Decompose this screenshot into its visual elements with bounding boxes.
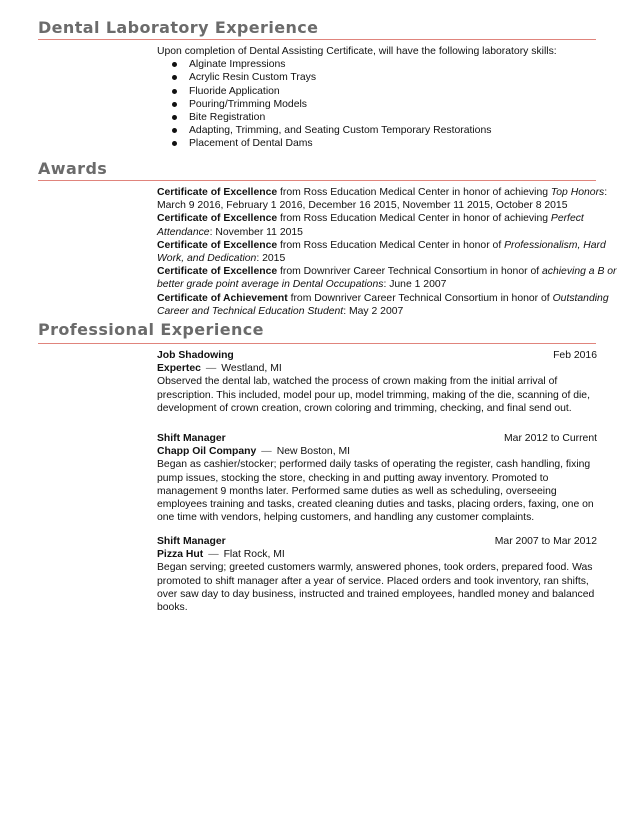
lab-intro: Upon completion of Dental Assisting Certificate, will have the following laboratory skills:: [157, 46, 557, 57]
company-separator: —: [261, 446, 272, 458]
job-entry: [157, 535, 597, 614]
award-source: from Ross Education Medical Center in honor of achieving: [277, 187, 551, 198]
job-dates: Feb 2016: [553, 350, 597, 361]
list-item: [157, 124, 619, 137]
award-name: Certificate of Achievement: [157, 292, 288, 304]
award-honor: achieving a B or better grade point average in Dental Occupations: [157, 266, 617, 291]
job-company-line: [157, 548, 597, 561]
skill-label: Placement of Dental Dams: [189, 138, 313, 150]
award-item: [157, 186, 619, 212]
skills-list: [157, 58, 619, 150]
section-divider: [38, 39, 596, 40]
award-item: [157, 292, 619, 318]
awards-section-content: [157, 186, 619, 318]
section-title-professional: Professional Experience: [38, 320, 264, 339]
award-source: from Ross Education Medical Center in honor of achieving: [277, 213, 551, 225]
award-dates: : 2015: [256, 253, 286, 265]
company-separator: —: [208, 549, 219, 561]
company-name: Expertec: [157, 363, 201, 375]
award-name: Certificate of Excellence: [157, 213, 278, 225]
job-header: [157, 535, 597, 548]
award-dates: : June 1 2007: [383, 279, 447, 291]
award-honor: Outstanding Career and Technical Education Student: [157, 292, 609, 317]
bullet-icon: [172, 141, 177, 146]
job-description: Began serving; greeted customers warmly, answered phones, took orders, prepared food. Was promoted to shift manager after a year of service. Placed orders and took inventory, ran shifts, over saw day to day business, instructed and trained employees, handled money and balanced books.: [157, 562, 595, 614]
lab-section-content: [157, 45, 619, 151]
award-source: from Ross Education Medical Center in honor of: [277, 239, 505, 251]
bullet-icon: [172, 115, 177, 120]
skill-label: Fluoride Application: [189, 85, 280, 97]
section-title-awards: Awards: [38, 159, 108, 178]
award-honor: Top Honors: [550, 187, 605, 198]
award-name: Certificate of Excellence: [157, 239, 278, 251]
list-item: [157, 137, 619, 150]
award-name: Certificate of Excellence: [157, 266, 278, 278]
list-item: [157, 111, 619, 124]
bullet-icon: [172, 75, 177, 80]
list-item: [157, 71, 619, 84]
skill-label: Alginate Impressions: [189, 59, 286, 71]
company-name: Pizza Hut: [157, 549, 204, 561]
job-location: New Boston, MI: [276, 446, 351, 458]
bullet-icon: [172, 89, 177, 94]
award-dates: : November 11 2015: [209, 226, 303, 238]
job-location: Flat Rock, MI: [223, 549, 285, 561]
bullet-icon: [172, 62, 177, 67]
job-company-line: [157, 445, 597, 458]
job-title: Job Shadowing: [157, 350, 234, 361]
job-dates: Mar 2012 to Current: [504, 433, 597, 444]
job-header: [157, 432, 597, 445]
list-item: [157, 98, 619, 111]
job-title: Shift Manager: [157, 433, 226, 444]
job-entry: [157, 432, 597, 524]
skill-label: Pouring/Trimming Models: [189, 98, 307, 110]
section-title-lab: Dental Laboratory Experience: [38, 18, 319, 37]
award-name: Certificate of Excellence: [157, 187, 278, 198]
award-honor: Perfect Attendance: [157, 213, 584, 238]
award-source: from Downriver Career Technical Consortium in honor of: [277, 266, 542, 278]
job-description: Observed the dental lab, watched the process of crown making from the initial arrival of prescription. This included, model pour up, model trimming, making of the die, scanning of die, development of crown creation, crown coloring and trimming, checking, and final send out.: [157, 376, 590, 414]
job-header: [157, 349, 597, 362]
company-name: Chapp Oil Company: [157, 446, 257, 458]
skill-label: Bite Registration: [189, 112, 266, 124]
award-dates: : May 2 2007: [343, 305, 404, 317]
section-divider: [38, 180, 596, 181]
job-company-line: [157, 362, 597, 375]
job-description: Began as cashier/stocker; performed daily tasks of operating the register, cash handling, fixing pump issues, stocking the store, checking in and putting away inventory. Promoted to management 9 months later. Performed same duties as well as scheduling, overseeing employees training and tasks, created cleaning duties and tasks, placing orders, faxing, one on one time with vendors, helping customers, and handling any customer complaints.: [157, 459, 594, 524]
bullet-icon: [172, 102, 177, 107]
skill-label: Acrylic Resin Custom Trays: [189, 72, 317, 84]
bullet-icon: [172, 128, 177, 133]
award-item: [157, 212, 619, 238]
award-item: [157, 239, 619, 265]
section-divider: [38, 343, 596, 344]
job-dates: Mar 2007 to Mar 2012: [494, 536, 597, 547]
skill-label: Adapting, Trimming, and Seating Custom Temporary Restorations: [189, 125, 492, 137]
job-location: Westland, MI: [221, 363, 282, 375]
job-entry: [157, 349, 597, 415]
award-honor: Professionalism, Hard Work, and Dedication: [157, 239, 606, 265]
list-item: [157, 85, 619, 98]
award-source: from Downriver Career Technical Consortium in honor of: [287, 292, 553, 304]
job-title: Shift Manager: [157, 536, 226, 547]
award-dates: : March 9 2016, February 1 2016, December 16 2015, November 11 2015, October 8 2015: [157, 187, 608, 212]
company-separator: —: [205, 363, 217, 375]
award-item: [157, 265, 619, 291]
list-item: [157, 58, 619, 71]
